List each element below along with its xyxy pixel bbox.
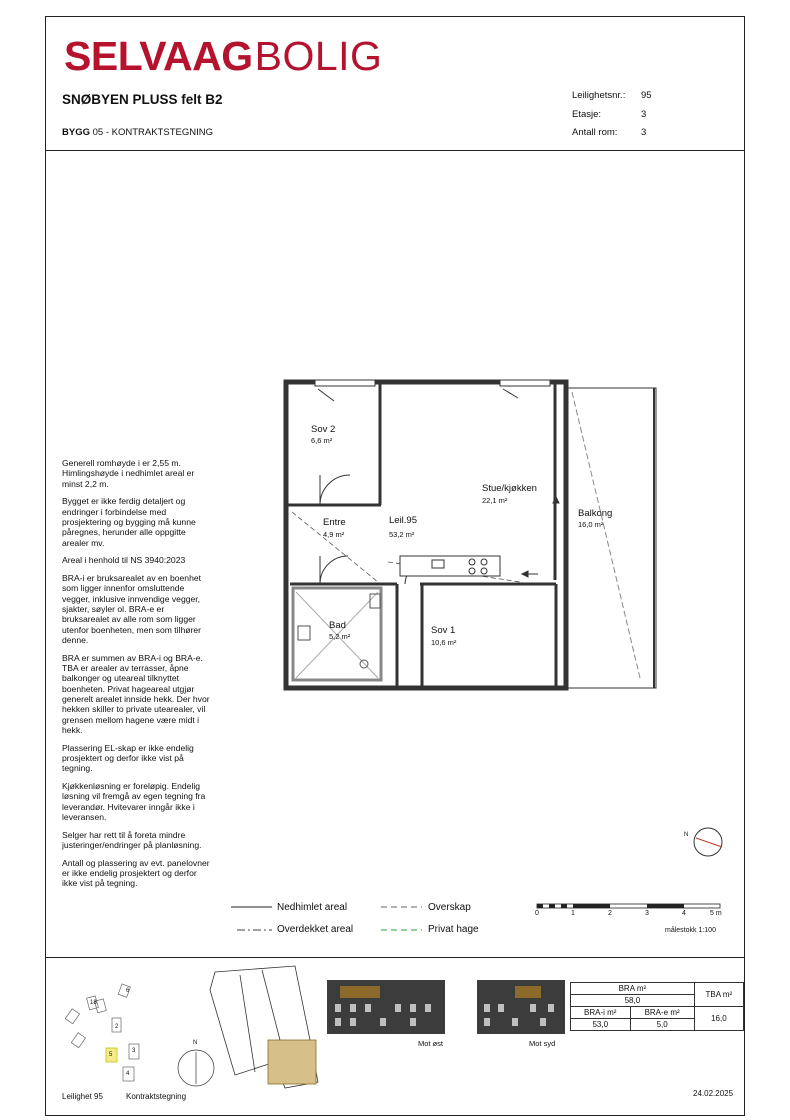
footer-apartment: Leilighet 95 [62,1092,103,1101]
note: Areal i henhold til NS 3940:2023 [62,555,186,566]
scale-tick: 1 [571,910,575,917]
room-label-balkong: Balkong [578,508,613,519]
building-subtitle: BYGG 05 - KONTRAKTSTEGNING [62,127,213,138]
bra-e-header: BRA-e m² [630,1007,694,1019]
floor-value: 3 [641,109,647,120]
note: Bygget er ikke ferdig detaljert og endringer i forbindelse med prosjektering og bygging må kunne påregnes, herunder alle oppgitte arealer mv. [62,496,196,548]
apartment-number-value: 95 [641,90,652,101]
floor-label: Etasje: [572,109,602,120]
scale-label: målestokk 1:100 [665,927,716,934]
site-building-number: 6 [126,988,130,994]
legend-privat-hage: Privat hage [428,924,479,935]
footer-drawing-type: Kontraktstegning [126,1092,187,1101]
selvaag-bolig-logo: SELVAAGBOLIG [64,33,383,79]
room-count-label: Antall rom: [572,127,618,138]
area-table [570,982,744,1031]
tba-value: 16,0 [694,1007,743,1031]
project-title: SNØBYEN PLUSS felt B2 [62,92,223,107]
site-building-number: 18 [90,1000,97,1006]
note: Selger har rett til å foreta mindre justeringer/endringer på planløsning. [62,829,202,850]
elevation-east-label: Mot øst [418,1039,444,1048]
key-plan-north-letter: N [193,1040,198,1046]
legend-overskap: Overskap [428,902,471,913]
site-building-number: 3 [132,1048,136,1054]
scale-tick: 3 [645,910,649,917]
note: BRA-i er bruksarealet av en boenhet som ligger innenfor omsluttende vegger, inklusive innvendige vegger, sjakter, søyler ol. BRA-e er bruksarealet av alle rom som ligger utenfor boenheten, men som tilhører denne. [62,573,202,645]
room-label-entre: Entre [323,517,346,528]
bra-total: 58,0 [571,995,695,1007]
bra-i-value: 53,0 [571,1019,631,1031]
elevation-south-label: Mot syd [529,1039,556,1048]
room-area-balkong: 16,0 m² [578,520,604,529]
room-label-bad: Bad [329,620,346,631]
scale-tick: 5 m [710,910,722,917]
apartment-label: Leil.95 [389,515,417,526]
legend-nedhimlet: Nedhimlet areal [277,902,348,913]
scale-tick: 4 [682,910,686,917]
bra-i-header: BRA-i m² [571,1007,631,1019]
legend-overdekket: Overdekket areal [277,924,354,935]
scale-tick: 2 [608,910,612,917]
room-area-sov1: 10,6 m² [431,638,457,647]
site-building-number: 2 [115,1024,119,1030]
site-building-number: 5 [109,1052,113,1058]
room-count-value: 3 [641,127,647,138]
note: Plassering EL-skap er ikke endelig prosjektert og derfor ikke vist på tegning. [62,742,194,774]
compass-north-letter: N [684,832,689,838]
note: Generell romhøyde i er 2,55 m. Himlingshøyde i nedhimlet areal er minst 2,2 m. [62,458,195,489]
room-label-sov1: Sov 1 [431,625,456,636]
footer-date: 24.02.2025 [693,1089,734,1098]
bra-header: BRA m² [571,983,695,995]
bra-e-value: 5,0 [630,1019,694,1031]
note: Kjøkkenløsning er foreløpig. Endelig løsning vil fremgå av egen tegning fra leverandør. Hvitevarer inngår ikke i leveransen. [62,781,206,822]
tba-header: TBA m² [694,983,743,1007]
scale-tick: 0 [535,910,539,917]
site-building-number: 4 [126,1071,130,1077]
room-area-stue-kjokken: 22,1 m² [482,496,508,505]
apartment-number-label: Leilighetsnr.: [572,90,626,101]
room-label-stue-kjokken: Stue/kjøkken [482,483,537,494]
room-area-entre: 4,9 m² [323,530,345,539]
note: BRA er summen av BRA-i og BRA-e. TBA er arealer av terrasser, åpne balkonger og uteareal tilknyttet boenheten. Privat hageareal utgjør generelt arealet innside hekk. Der hvor hekken skiller to private utearealer, vil grensen mellom hagene være midt i hekk. [62,652,210,735]
room-area-bad: 5,2 m² [329,632,351,641]
room-label-sov2: Sov 2 [311,424,336,435]
note: Antall og plassering av evt. panelovner er ikke endelig prosjektert og derfor ikke vist på tegning. [62,857,210,889]
apartment-area: 53,2 m² [389,530,415,539]
room-area-sov2: 6,6 m² [311,436,333,445]
